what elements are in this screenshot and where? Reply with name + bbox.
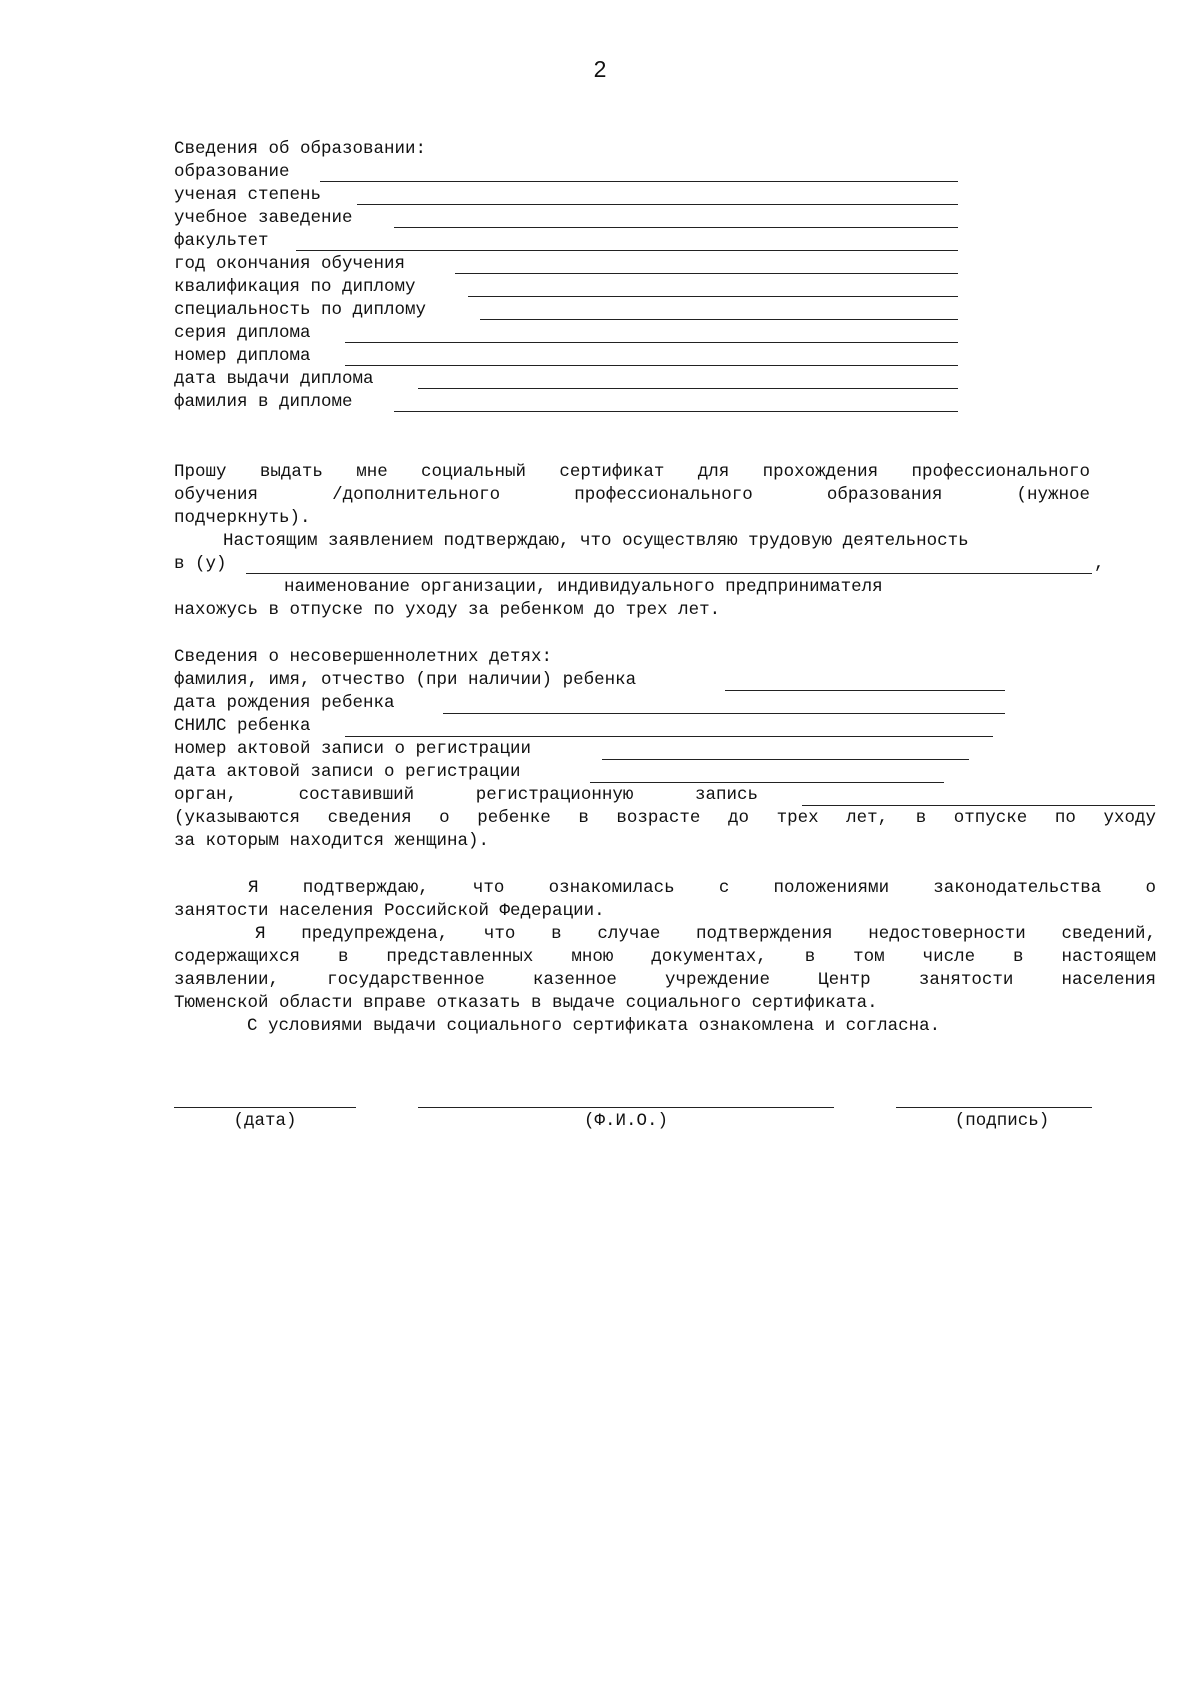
education-field-label: год окончания обучения	[174, 254, 406, 274]
education-field-line[interactable]	[455, 273, 958, 274]
confirm-p3: С условиями выдачи социального сертификата ознакомлена и согласна.	[247, 1016, 941, 1036]
in-at-label: в (у)	[174, 554, 227, 574]
date-caption: (дата)	[233, 1111, 297, 1131]
child-field-label: фамилия, имя, отчество (при наличии) ребенка	[174, 670, 637, 690]
education-heading: Сведения об образовании:	[174, 139, 427, 159]
education-field-line[interactable]	[320, 181, 958, 182]
organization-comma: ,	[1094, 554, 1105, 574]
education-field-line[interactable]	[345, 365, 958, 366]
confirm-p2-line-4: Тюменской области вправе отказать в выдаче социального сертификата.	[174, 993, 878, 1013]
child-field-label: дата рождения ребенка	[174, 693, 395, 713]
confirm-p2-line-3: заявлении, государственное казенное учреждение Центр занятости населения	[174, 970, 1156, 990]
name-signature-line[interactable]	[418, 1107, 834, 1108]
education-field-line[interactable]	[345, 342, 958, 343]
organization-hint: наименование организации, индивидуального предпринимателя	[284, 577, 883, 597]
organ-label: орган, составивший регистрационную запись	[174, 785, 758, 805]
request-line-2: обучения /дополнительного профессионального образования (нужное	[174, 485, 1090, 505]
children-heading: Сведения о несовершеннолетних детях:	[174, 647, 553, 667]
sign-signature-line[interactable]	[896, 1107, 1092, 1108]
education-field-label: учебное заведение	[174, 208, 353, 228]
request-line-3: подчеркнуть).	[174, 508, 311, 528]
education-field-line[interactable]	[394, 227, 958, 228]
child-field-line[interactable]	[345, 736, 993, 737]
confirm-p2-line-2: содержащихся в представленных мною документах, в том числе в настоящем	[174, 947, 1156, 967]
name-caption: (Ф.И.О.)	[583, 1111, 668, 1131]
education-field-label: серия диплома	[174, 323, 311, 343]
child-field-label: СНИЛС ребенка	[174, 716, 311, 736]
page-number: 2	[593, 56, 607, 82]
child-field-label: номер актовой записи о регистрации	[174, 739, 532, 759]
child-field-label: дата актовой записи о регистрации	[174, 762, 521, 782]
child-field-line[interactable]	[590, 782, 944, 783]
education-field-line[interactable]	[418, 388, 958, 389]
education-field-label: ученая степень	[174, 185, 322, 205]
child-field-line[interactable]	[443, 713, 1005, 714]
education-field-label: факультет	[174, 231, 269, 251]
education-field-label: специальность по диплому	[174, 300, 427, 320]
request-line-1: Прошу выдать мне социальный сертификат для прохождения профессионального	[174, 462, 1090, 482]
education-field-label: дата выдачи диплома	[174, 369, 374, 389]
education-field-line[interactable]	[394, 411, 958, 412]
confirm-p1-line-2: занятости населения Российской Федерации.	[174, 901, 605, 921]
confirm-p2-line-1: Я предупреждена, что в случае подтверждения недостоверности сведений,	[255, 924, 1156, 944]
education-field-label: квалификация по диплому	[174, 277, 416, 297]
education-field-line[interactable]	[357, 204, 958, 205]
education-field-label: фамилия в дипломе	[174, 392, 353, 412]
education-field-label: номер диплома	[174, 346, 311, 366]
confirm-p1-line-1: Я подтверждаю, что ознакомилась с положениями законодательства о	[248, 878, 1156, 898]
date-signature-line[interactable]	[174, 1107, 356, 1108]
education-field-label: образование	[174, 162, 290, 182]
child-field-line[interactable]	[725, 690, 1005, 691]
leave-statement: нахожусь в отпуске по уходу за ребенком до трех лет.	[174, 600, 721, 620]
organization-line[interactable]	[246, 573, 1092, 574]
child-field-line[interactable]	[602, 759, 969, 760]
request-line-4: Настоящим заявлением подтверждаю, что осуществляю трудовую деятельность	[223, 531, 969, 551]
children-note-line-2: за которым находится женщина).	[174, 831, 490, 851]
children-note-line-1: (указываются сведения о ребенке в возрасте до трех лет, в отпуске по уходу	[174, 808, 1156, 828]
education-field-line[interactable]	[468, 296, 958, 297]
organ-line[interactable]	[802, 805, 1155, 806]
education-field-line[interactable]	[296, 250, 958, 251]
education-field-line[interactable]	[480, 319, 958, 320]
sign-caption: (подпись)	[954, 1111, 1050, 1131]
